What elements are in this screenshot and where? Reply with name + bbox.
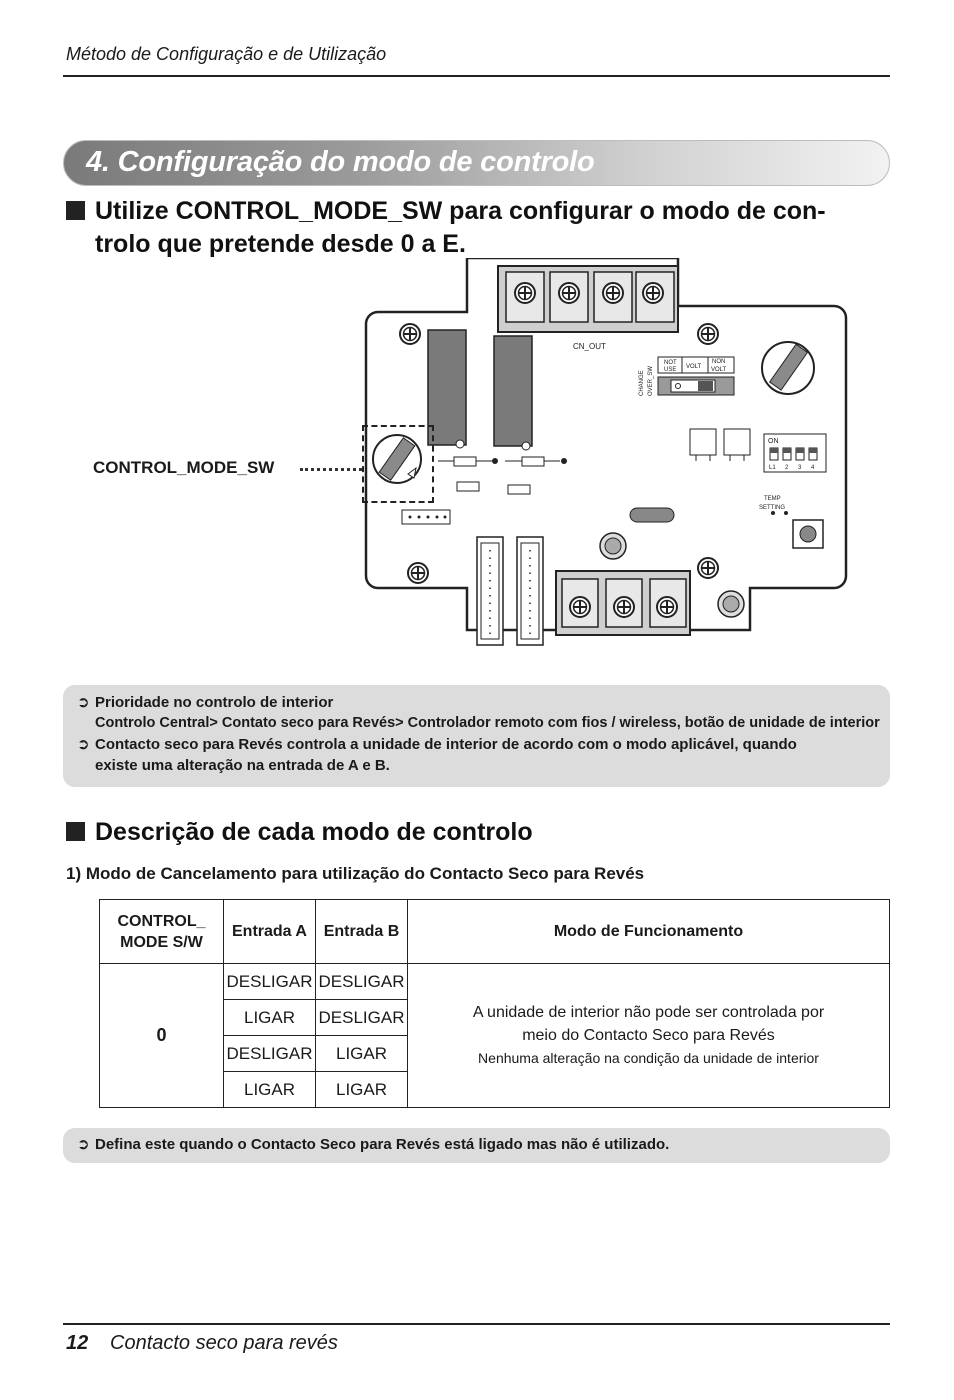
- running-header: Método de Configuração e de Utilização: [66, 44, 387, 64]
- svg-text:ON: ON: [768, 438, 779, 445]
- mode-description: A unidade de interior não pode ser controlada por meio do Contacto Seco para Revés Nenhuma alteração na condição da unidade de interior: [408, 964, 890, 1108]
- entrada-a-cell: DESLIGAR: [224, 964, 316, 1000]
- table-row: [100, 964, 890, 1000]
- entrada-b-cell: DESLIGAR: [316, 1000, 408, 1036]
- note-item-2-line-1: Contacto seco para Revés controla a unidade de interior de acordo com o modo aplicável, quando: [95, 736, 797, 753]
- usage-note: [63, 1128, 890, 1163]
- relay-2: [494, 336, 532, 446]
- arrow-icon: ➲: [77, 736, 90, 753]
- section2-title: Descrição de cada modo de controlo: [95, 818, 533, 846]
- footer-rule: [63, 1323, 890, 1325]
- control-value: 0: [100, 964, 224, 1108]
- square-bullet-icon: [66, 822, 85, 841]
- temp-rotary-switch: [762, 342, 814, 394]
- section2-heading: [66, 816, 533, 849]
- header-rule: [63, 75, 890, 77]
- table-header-row: [100, 900, 890, 964]
- footer-title: Contacto seco para revés: [110, 1332, 338, 1354]
- note-item-2-line-2: existe uma alteração na entrada de A e B.: [95, 757, 390, 774]
- entrada-b-cell: DESLIGAR: [316, 964, 408, 1000]
- entrada-b-cell: LIGAR: [316, 1036, 408, 1072]
- entrada-a-cell: LIGAR: [224, 1072, 316, 1108]
- control-mode-sw-highlight: [362, 425, 434, 503]
- header-entrada-b: Entrada B: [316, 900, 408, 964]
- controller-board-diagram: [360, 258, 860, 648]
- svg-text:VOLT: VOLT: [686, 364, 702, 370]
- subsection-title: 1) Modo de Cancelamento para utilização do Contacto Seco para Revés: [66, 864, 645, 883]
- header-control-mode: CONTROL_ MODE S/W: [100, 900, 224, 964]
- connector-left: [477, 537, 503, 645]
- entrada-b-cell: LIGAR: [316, 1072, 408, 1108]
- svg-text:2: 2: [785, 465, 789, 471]
- svg-text:TEMP: TEMP: [764, 496, 781, 502]
- svg-text:NON: NON: [712, 359, 726, 365]
- svg-text:USE: USE: [664, 367, 677, 373]
- intro-line-1: Utilize CONTROL_MODE_SW para configurar o modo de con-: [95, 197, 826, 225]
- connector-right: [517, 537, 543, 645]
- svg-text:VOLT: VOLT: [711, 367, 727, 373]
- entrada-a-cell: LIGAR: [224, 1000, 316, 1036]
- priority-text: Controlo Central> Contato seco para Revés> Controlador remoto com fios / wireless, botão de unidade de interior: [95, 715, 880, 731]
- leader-line: [300, 468, 362, 471]
- square-bullet-icon: [66, 201, 85, 220]
- svg-text:SETTING: SETTING: [759, 505, 786, 511]
- usage-note-text: Defina este quando o Contacto Seco para Revés está ligado mas não é utilizado.: [95, 1136, 670, 1153]
- control-mode-table: [99, 899, 890, 1108]
- entrada-a-cell: DESLIGAR: [224, 1036, 316, 1072]
- svg-text:L1: L1: [769, 465, 776, 471]
- section-title: 4. Configuração do modo de controlo: [86, 146, 595, 178]
- intro-line-2: trolo que pretende desde 0 a E.: [95, 230, 466, 258]
- priority-title: Prioridade no controlo de interior: [95, 694, 334, 711]
- arrow-icon: ➲: [77, 694, 90, 711]
- arrow-icon: ➲: [77, 1136, 90, 1153]
- intro-heading: [66, 195, 826, 261]
- header-entrada-a: Entrada A: [224, 900, 316, 964]
- priority-note: [63, 685, 890, 787]
- svg-text:3: 3: [798, 465, 802, 471]
- svg-text:4: 4: [811, 465, 815, 471]
- cn-out-label: CN_OUT: [573, 342, 606, 351]
- header-modo: Modo de Funcionamento: [408, 900, 890, 964]
- control-mode-sw-label: CONTROL_MODE_SW: [93, 458, 275, 477]
- svg-text:NOT: NOT: [664, 360, 677, 366]
- over-sw-label: OVER_SW: [648, 365, 654, 396]
- section-title-bar: [63, 140, 890, 186]
- change-label: CHANGE: [639, 370, 645, 396]
- page-number: 12: [66, 1332, 89, 1354]
